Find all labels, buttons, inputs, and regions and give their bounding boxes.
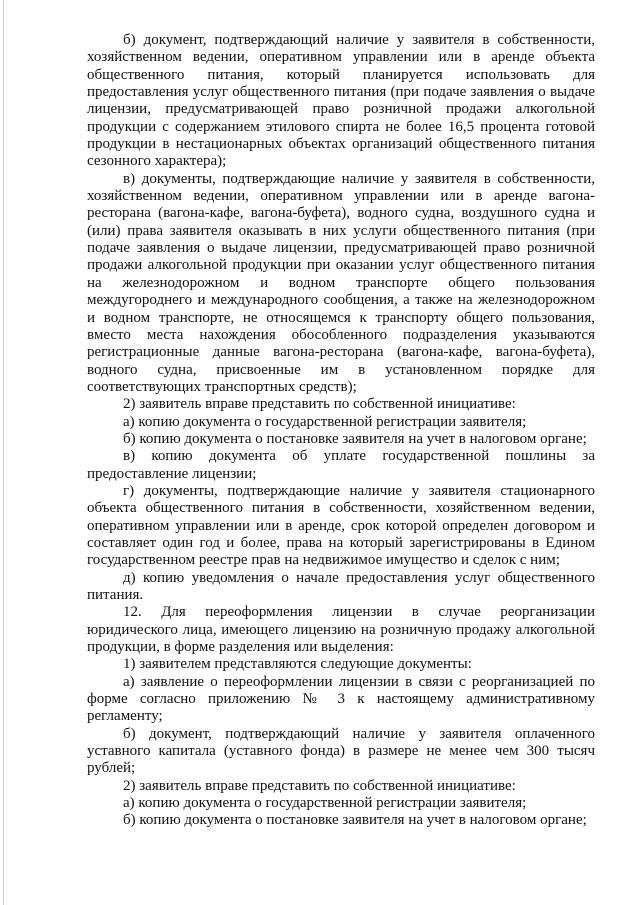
paragraph-d-notification-copy: д) копию уведомления о начале предоставления услуг общественного питания. (87, 569, 595, 603)
paragraph-b-charter-capital: б) документ, подтверждающий наличие у заявителя оплаченного уставного капитала (уставного фонда) в размере не менее чем 300 тысяч рублей; (87, 725, 595, 777)
paragraph-a-registration-copy: а) копию документа о государственной регистрации заявителя; (123, 413, 527, 430)
scan-edge-line (3, 0, 4, 905)
paragraph-2-own-initiative: 2) заявитель вправе представить по собственной инициативе: (123, 396, 516, 413)
paragraph-v-state-fee-copy: в) копию документа об уплате государственной пошлины за предоставление лицензии; (87, 448, 595, 482)
paragraph-b-tax-registration-copy: б) копию документа о постановке заявителя на учет в налоговом органе; (123, 430, 587, 447)
paragraph-b-tax-registration-copy-second: б) копию документа о постановке заявителя на учет в налоговом органе; (123, 812, 587, 829)
paragraph-b-ownership-document: б) документ, подтверждающий наличие у заявителя в собственности, хозяйственном ведении, оперативном управлении или в аренде объекта общественного питания, который планируется использовать для предоставления услуг общественного питания (при подаче заявления о выдаче лицензии, предусматривающей право розничной продажи алкогольной продукции с содержанием этилового спирта не более 16,5 процента готовой продукции в нестационарных объектах организаций общественного питания сезонного характера); (87, 32, 595, 170)
paragraph-g-stationary-object-documents: г) документы, подтверждающие наличие у заявителя стационарного объекта общественного питания в собственности, хозяйственном ведении, оперативном управлении или в аренде, срок которой определен договором и составляет один год и более, права на который зарегистрированы в Едином государственном реестре прав на недвижимое имущество и сделок с ним; (87, 482, 595, 569)
paragraph-a-registration-copy-second: а) копию документа о государственной регистрации заявителя; (123, 795, 527, 812)
paragraph-2-own-initiative-second: 2) заявитель вправе представить по собственной инициативе: (123, 777, 516, 794)
paragraph-1-required-documents: 1) заявителем представляются следующие документы: (123, 656, 472, 673)
paragraph-a-reissue-application: а) заявление о переоформлении лицензии в связи с реорганизацией по форме согласно приложению № 3 к настоящему административному регламенту; (87, 673, 595, 725)
document-body (87, 32, 595, 830)
paragraph-12-reorganization: 12. Для переоформления лицензии в случае реорганизации юридического лица, имеющего лицензию на розничную продажу алкогольной продукции, в форме разделения или выделения: (87, 604, 595, 656)
paragraph-v-transport-documents: в) документы, подтверждающие наличие у заявителя в собственности, хозяйственном ведении, оперативном управлении или в аренде вагона-ресторана (вагона-кафе, вагона-буфета), водного судна, воздушного судна и (или) права заявителя оказывать в них услуги общественного питания (при подаче заявления о выдаче лицензии, предусматривающей право розничной продажи алкогольной продукции при оказании услуг общественного питания на железнодорожном и водном транспорте общего пользования междугороднего и международного сообщения, а также на железнодорожном и водном транспорте, не относящемся к транспорту общего пользования, вместо места нахождения обособленного подразделения указываются регистрационные данные вагона-ресторана (вагона-кафе, вагона-буфета), водного судна, присвоенные им в установленном порядке для соответствующих транспортных средств); (87, 170, 595, 395)
